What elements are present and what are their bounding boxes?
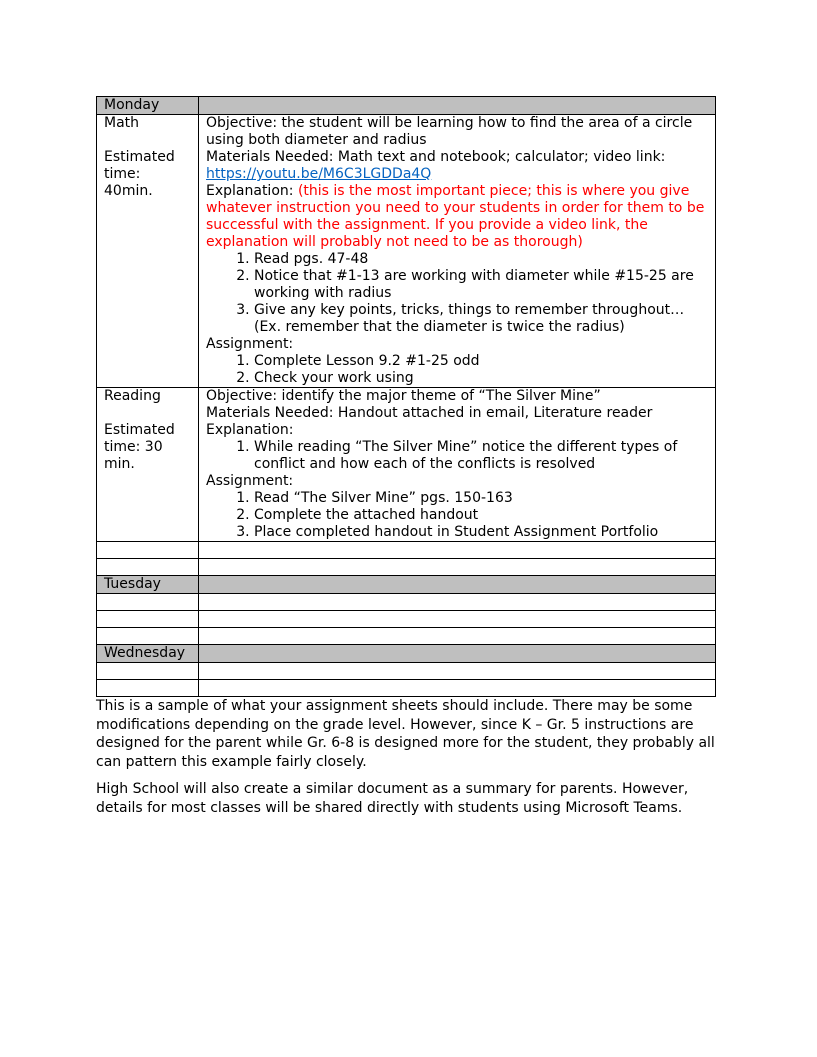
list-item: 3. Place completed handout in Student Assignment Portfolio (254, 524, 708, 541)
subject-cell-math (97, 115, 199, 388)
list-item: 2. Notice that #1-13 are working with diameter while #15-25 are working with radius (254, 268, 708, 302)
estimated-time: time: 30 (104, 439, 163, 455)
blank-row (97, 594, 716, 611)
notes-section (96, 697, 716, 817)
estimated-time: Estimated (104, 149, 175, 165)
subject-name: Math (104, 115, 140, 131)
subject-name: Reading (104, 388, 161, 404)
assignment-label: Assignment: (206, 473, 294, 489)
subject-cell-reading (97, 388, 199, 542)
objective-text: Objective: the student will be learning how to find the area of a circle using both diameter and radius (206, 115, 693, 148)
video-link[interactable]: https://youtu.be/M6C3LGDDa4Q (206, 166, 432, 182)
list-item: 1. Read pgs. 47-48 (254, 251, 708, 268)
document-page (96, 96, 716, 817)
blank-row (97, 663, 716, 680)
explanation-note: (this is the most important piece; this is where you give whatever instruction you need to your students in order for them to be successful with the assignment. If you provide a video link, the explanation will probably not need to be as thorough) (206, 183, 705, 250)
materials-text: Materials Needed: Math text and notebook; calculator; video link: (206, 149, 666, 165)
day-row-monday (97, 97, 716, 115)
explanation-label: Explanation: (206, 422, 294, 438)
assignment-label: Assignment: (206, 336, 294, 352)
list-item: 1. Read “The Silver Mine” pgs. 150-163 (254, 490, 708, 507)
objective-text: Objective: identify the major theme of “The Silver Mine” (206, 388, 601, 404)
lesson-cell-reading (199, 388, 716, 542)
assignment-list (206, 490, 708, 541)
blank-row (97, 611, 716, 628)
day-row-tuesday (97, 576, 716, 594)
note-paragraph: High School will also create a similar document as a summary for parents. However, details for most classes will be shared directly with students using Microsoft Teams. (96, 781, 689, 816)
blank-row (97, 559, 716, 576)
estimated-time: time: (104, 166, 141, 182)
day-label-wednesday: Wednesday (97, 645, 199, 663)
blank-row (97, 680, 716, 697)
day-label-tuesday: Tuesday (97, 576, 199, 594)
list-item: 3. Give any key points, tricks, things to remember throughout… (Ex. remember that the diameter is twice the radius) (254, 302, 708, 336)
blank-row (97, 542, 716, 559)
explanation-text (206, 183, 708, 251)
note-paragraph: This is a sample of what your assignment sheets should include. There may be some modifications depending on the grade level. However, since K – Gr. 5 instructions are designed for the parent while Gr. 6-8 is designed more for the student, they probably all can pattern this example fairly closely. (96, 698, 715, 770)
blank-row (97, 628, 716, 645)
day-row-wednesday (97, 645, 716, 663)
list-item: 2. Complete the attached handout (254, 507, 708, 524)
materials-text: Materials Needed: Handout attached in email, Literature reader (206, 405, 653, 421)
explanation-steps (206, 439, 708, 473)
subject-row-reading (97, 388, 716, 542)
explanation-label: Explanation: (206, 183, 298, 199)
estimated-time: Estimated (104, 422, 175, 438)
assignment-list (206, 353, 708, 387)
subject-row-math (97, 115, 716, 388)
list-item: 2. Check your work using (254, 370, 708, 387)
explanation-steps (206, 251, 708, 336)
weekly-plan-table (96, 96, 716, 697)
estimated-time: 40min. (104, 183, 153, 199)
day-label-monday: Monday (97, 97, 199, 115)
estimated-time: min. (104, 456, 135, 472)
lesson-cell-math (199, 115, 716, 388)
list-item: 1. While reading “The Silver Mine” notice the different types of conflict and how each of the conflicts is resolved (254, 439, 708, 473)
list-item: 1. Complete Lesson 9.2 #1-25 odd (254, 353, 708, 370)
